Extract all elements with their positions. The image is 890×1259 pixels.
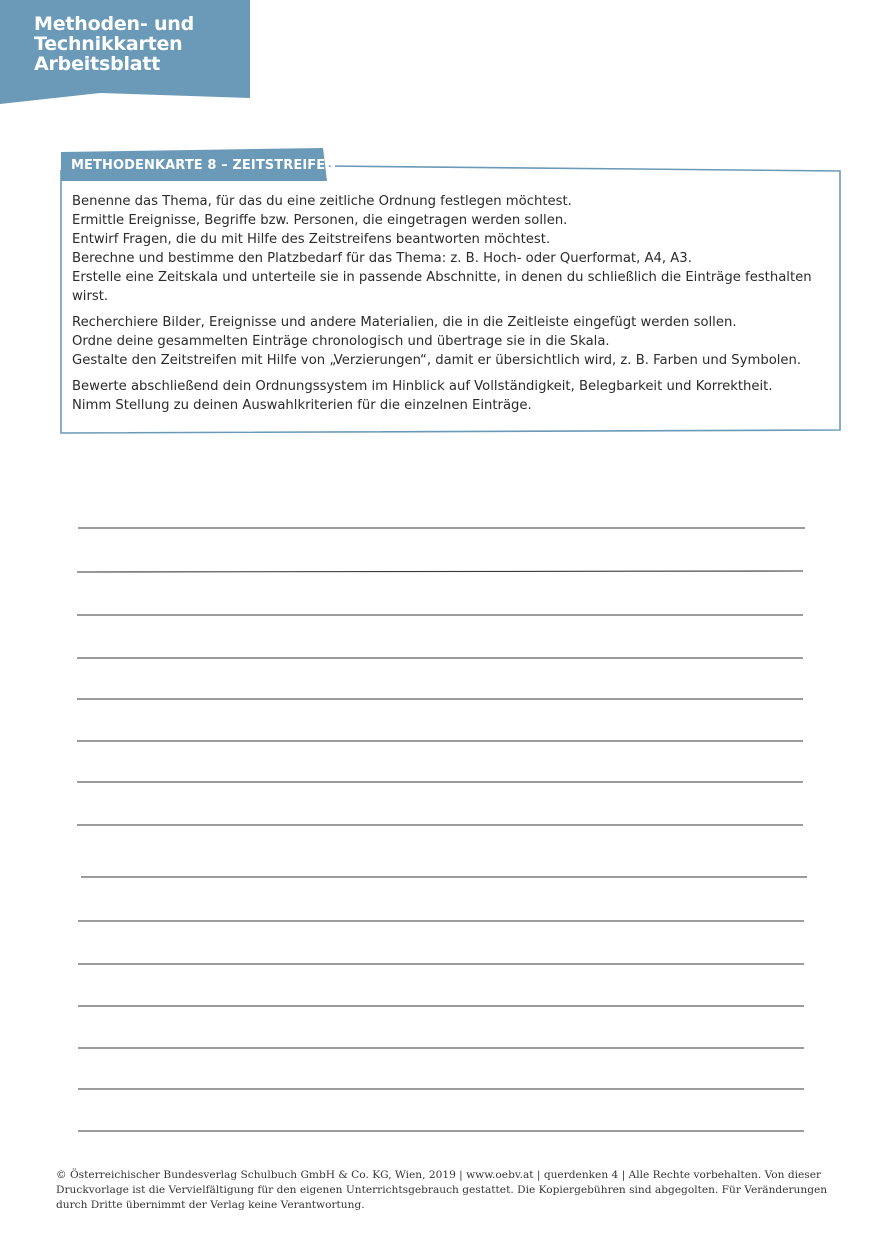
instruction-line: Bewerte abschließend dein Ordnungssystem im Hinblick auf Vollständigkeit, Belegbarkeit und Korrektheit. [72,379,773,394]
copyright-footer: © Österreichischer Bundesverlag Schulbuch GmbH & Co. KG, Wien, 2019 | www.oebv.at | querdenken 4 | Alle Rechte vorbehalten. Von dieser Druckvorlage ist die Vervielfältigung für den eigenen Unterrichtsgebrauch gestattet. Die Kopiergebühren sind abgegolten. Für Veränderungen durch Dritte übernimmt der Verlag keine Verantwortung. [56,1169,828,1211]
instruction-line: Ermittle Ereignisse, Begriffe bzw. Personen, die eingetragen werden sollen. [72,213,568,228]
instruction-line: Entwirf Fragen, die du mit Hilfe des Zeitstreifens beantworten möchtest. [72,232,551,247]
instruction-line: Ordne deine gesammelten Einträge chronologisch und übertrage sie in die Skala. [72,334,610,349]
instruction-line: Gestalte den Zeitstreifen mit Hilfe von „Verzierungen“, damit er übersichtlich wird, z. B. Farben und Symbolen. [72,353,802,368]
instruction-line: Recherchiere Bilder, Ereignisse und andere Materialien, die in die Zeitleiste eingefügt werden sollen. [72,315,737,330]
instruction-line: Nimm Stellung zu deinen Auswahlkriterien für die einzelnen Einträge. [72,398,532,413]
writing-line[interactable] [77,571,803,572]
instruction-line: Benenne das Thema, für das du eine zeitliche Ordnung festlegen möchtest. [72,194,572,209]
header-title-line: Arbeitsblatt [34,53,161,75]
instruction-line: Berechne und bestimme den Platzbedarf für das Thema: z. B. Hoch- oder Querformat, A4, A3. [72,251,692,266]
method-card-title: METHODENKARTE 8 – ZEITSTREIFEN [71,158,337,173]
header-title-line: Methoden- und [34,13,195,35]
instruction-line: Erstelle eine Zeitskala und unterteile sie in passende Abschnitte, in denen du schließlich die Einträge festhalten wirst. [72,270,812,304]
header-title-line: Technikkarten [34,33,183,55]
